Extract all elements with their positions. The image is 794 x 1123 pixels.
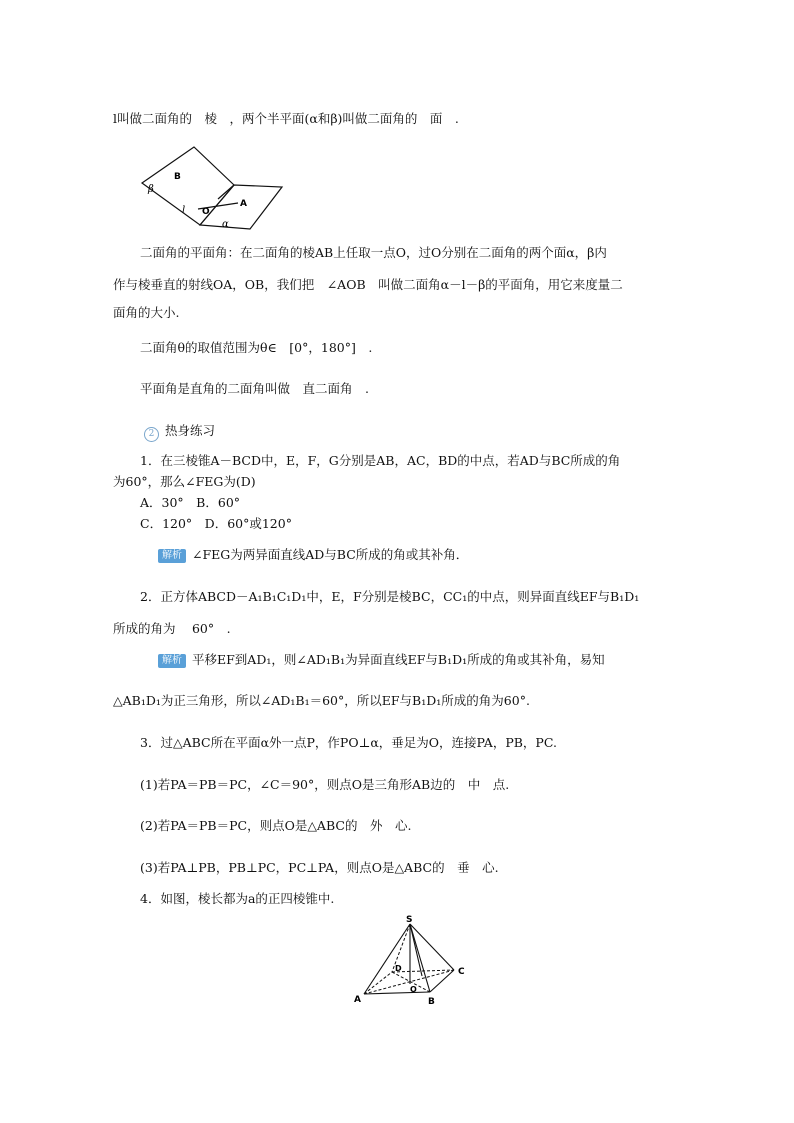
- q1-options-ab: A．30° B．60°: [140, 495, 241, 510]
- plane-angle-definition-1: 二面角的平面角：在二面角的棱AB上任取一点O，过O分别在二面角的两个面α，β内: [140, 245, 607, 260]
- q2-analysis-2: △AB₁D₁为正三角形，所以∠AD₁B₁＝60°，所以EF与B₁D₁所成的角为60°.: [113, 693, 530, 708]
- fig1-label-b: B: [174, 172, 181, 182]
- q1-options-cd: C．120° D．60°或120°: [140, 516, 292, 531]
- plane-angle-definition-3: 面角的大小.: [113, 305, 180, 320]
- q3-sub-1: (1)若PA＝PB＝PC，∠C＝90°，则点O是三角形AB边的 中 点.: [140, 777, 510, 792]
- fig1-label-l: l: [182, 205, 186, 216]
- dihedral-angle-figure: [138, 143, 286, 235]
- edge-face-definition: l叫做二面角的 棱 ，两个半平面(α和β)叫做二面角的 面 .: [113, 111, 459, 126]
- section-title: 热身练习: [165, 423, 216, 438]
- fig2-label-c: C: [458, 967, 465, 977]
- fig1-label-alpha: α: [222, 219, 229, 230]
- angle-range: 二面角θ的取值范围为θ∈ [0°，180°] .: [140, 340, 373, 355]
- q1-analysis: [158, 547, 468, 563]
- q2-analysis-text-1: 平移EF到AD₁，则∠AD₁B₁为异面直线EF与B₁D₁所成的角或其补角，易知: [192, 652, 605, 667]
- q4-stem: 4．如图，棱长都为a的正四棱锥中.: [140, 891, 335, 906]
- fig2-label-a: A: [354, 995, 361, 1005]
- q3-stem: 3．过△ABC所在平面α外一点P，作PO⊥α，垂足为O，连接PA，PB，PC.: [140, 735, 557, 750]
- fig2-label-d: D: [395, 964, 402, 973]
- plane-angle-definition-2: 作与棱垂直的射线OA，OB，我们把 ∠AOB 叫做二面角α－l－β的平面角，用它来度量二: [113, 277, 623, 292]
- q1-stem-2: 为60°，那么∠FEG为(D): [113, 474, 256, 489]
- section-heading: [144, 423, 215, 442]
- q2-stem-2: 所成的角为 60° .: [113, 621, 231, 636]
- q1-analysis-text: ∠FEG为两异面直线AD与BC所成的角或其补角．: [192, 547, 469, 562]
- q1-stem-1: 1．在三棱锥A－BCD中，E，F，G分别是AB，AC，BD的中点，若AD与BC所成的角: [140, 453, 621, 468]
- q3-sub-2: (2)若PA＝PB＝PC，则点O是△ABC的 外 心.: [140, 818, 412, 833]
- q3-sub-3: (3)若PA⊥PB，PB⊥PC，PC⊥PA，则点O是△ABC的 垂 心.: [140, 860, 499, 875]
- fig1-label-o: O: [202, 207, 210, 217]
- q2-analysis-1: [158, 652, 605, 668]
- fig1-label-a: A: [240, 199, 247, 209]
- fig2-label-s: S: [406, 915, 413, 925]
- square-pyramid-figure: [348, 912, 472, 1008]
- fig1-label-beta: β: [148, 184, 154, 195]
- fig2-label-b: B: [428, 997, 435, 1007]
- section-number-icon: 2: [144, 427, 159, 442]
- analysis-tag: 解析: [158, 654, 186, 668]
- analysis-tag: 解析: [158, 549, 186, 563]
- q2-stem-1: 2．正方体ABCD－A₁B₁C₁D₁中，E，F分别是棱BC，CC₁的中点，则异面直线EF与B₁D₁: [140, 589, 640, 604]
- fig2-label-o: O: [410, 985, 417, 994]
- right-dihedral-definition: 平面角是直角的二面角叫做 直二面角 .: [140, 381, 369, 396]
